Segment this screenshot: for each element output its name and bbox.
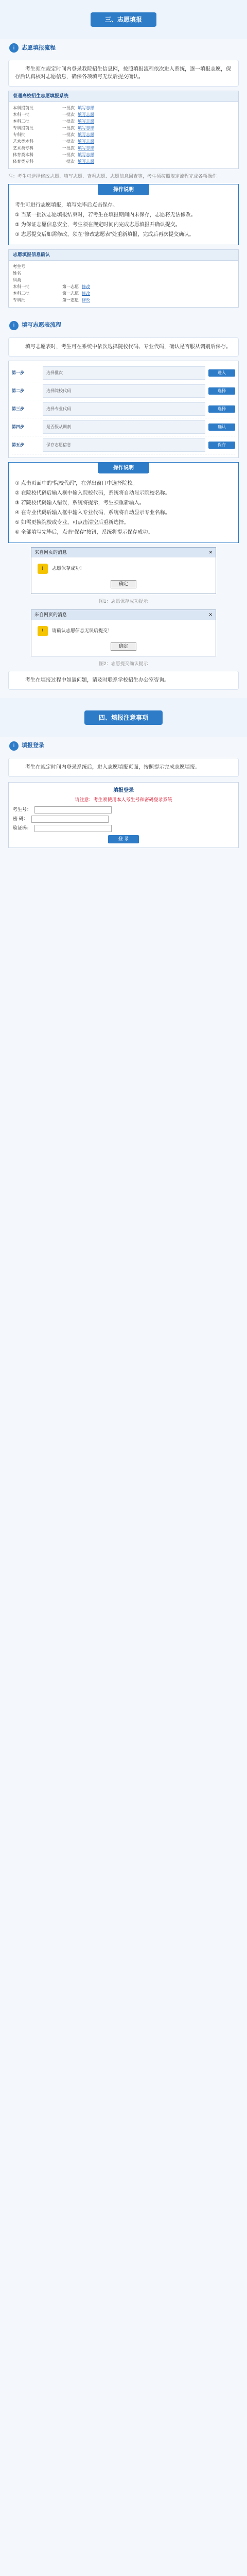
step-button[interactable]: 保存 (208, 442, 235, 449)
row-link[interactable]: 填写志愿 (78, 139, 94, 144)
op-item: ① 当某一批次志愿填报结束时，若考生在填报期间内未保存，志愿将无法修改。 (15, 212, 196, 218)
step-button[interactable]: 确认 (208, 423, 235, 431)
warning-icon: ! (38, 564, 48, 574)
step-row: 第一步 选择批次 进入 (12, 364, 235, 382)
close-icon[interactable]: ✕ (208, 612, 213, 617)
op-box-2: 操作说明 ① 点击页面中的“院校代码”，在弹出窗口中选择院校。 ② 在院校代码后输入框中输入院校代码，系统将自动显示院校名称。 ③ 若院校代码输入错误，系统将提示，考生须重新输入。 ④ 在专业代码后输入框中输入专业代码，系统将自动显示专业名称。 ⑤ 如需更换院校或专业，可点击清空后重新选择。 ⑥ 全部填写完毕后，点击“保存”按钮，系统将提示保存成功。 (8, 462, 239, 543)
login-panel: 填报登录 请注意：考生须使用本人考生号和密码登录系统 考生号： 密 码： 验证码： 登 录 (8, 782, 239, 849)
intro-card: 考生须在规定时间内登录我院招生信息网，按照填报流程依次进入系统，逐一填报志愿，保存后认真核对志愿信息，确保各项填写无误后提交确认。 (8, 60, 239, 87)
form-row: 专科批 第一志愿 修改 (13, 298, 90, 302)
op-item: 考生可进行志愿填报，填写完毕后点击保存。 (15, 202, 118, 208)
section-title-4: 四、填报注意事项 (84, 710, 163, 725)
subhead-flow: i 志愿填报流程 (0, 39, 247, 57)
subhead-login: i 填报登录 (0, 737, 247, 755)
dialog-save: 来自网页的消息 ✕ ! 志愿保存成功！ 确定 (31, 547, 216, 595)
tip-card: 考生在填报过程中如遇问题，请及时联系学校招生办公室咨询。 (8, 671, 239, 690)
step-grid (8, 361, 239, 458)
form-row: 姓名 (13, 271, 21, 276)
row-link[interactable]: 修改 (82, 291, 90, 296)
form-row: 专科批 一批次 填写志愿 (13, 132, 94, 137)
section-banner (0, 698, 247, 737)
close-icon[interactable]: ✕ (208, 549, 213, 555)
page: 三、志愿填报 i 志愿填报流程 考生须在规定时间内登录我院招生信息网，按照填报流程依次进入系统，逐一填报志愿，保存后认真核对志愿信息，确保各项填写无误后提交确认。 普通高校招生志愿填报系统 本科提前批 一批次 填写志愿 本科一批 一批次 填写志愿 本科二批 一批次 填写志愿 专科提前批 一批次 填写志愿 专科批 一批次 填写志愿 艺术类本科 一批次 填写志愿 艺术类专科 一批次 填写志愿 体育类本科 一批次 填写志愿 体育类专科 一批次 填写志愿 注：考生可选择修改志愿、填写志愿、查看志愿、志愿信息回查等，考生须按照规定流程完成各项操作。 操作说明 考生可进行志愿填报，填写完毕后点击保存。 ① 当某一批次志愿填报结束时，若考生在填报期间内未保存，志愿将无法修改。 ② 为保证志愿信息安全，考生须在规定时间内完成志愿填报并确认提交。 ③ 志愿提交后如需修改，须在“修改志愿表”处重新填报，完成后再次提交确认。 志愿填报信息确认 考生号 姓名 科类 本科一批 第一志愿 修改 本科二批 第一志愿 修改 专科批 第一志愿 修改 i 填写志愿表流程 填写志愿表时，考生可在系统中依次选择院校代码、专业代码，确认是否服从调剂后保存。 第一步 选择批次 进入 第二步 选择院校代码 选择 第三步 选择专业代码 选择 第四步 是否服从调剂 确认 第五步 保存志愿信息 保存 操作说明 ① 点击页面中的“院校代码”，在弹出窗口中选择院校。 ② 在院校代码后输入框中输入院校代码，系统将自动显示院校名称。 ③ 若院校代码输入错误，系统将提示，考生须重新输入。 ④ 在专业代码后输入框中输入专业代码，系统将自动显示专业名称。 ⑤ 如需更换院校或专业，可点击清空后重新选择。 ⑥ 全部填写完毕后，点击“保存”按钮，系统将提示保存成功。 来自网页的消息 ✕ ! 志愿保存成功！ 确定 图1：志愿保存成功提示 来自网页的消息 ✕ ! 请确认志愿信息无误后提交！ 确定 图2：志愿提交确认提示 考生在填报过程中如遇问题，请及时联系学校招生办公室咨询。 四、填报注意事项 i 填报登录 考生在规定时间内登录系统后，进入志愿填报页面，按照提示完成志愿填报。 填报登录 请注意：考生须使用本人考生号和密码登录系统 考生号： 密 码： 验证码： 登 录 (0, 0, 247, 858)
row-link[interactable]: 填写志愿 (78, 152, 94, 157)
op-item: ② 为保证志愿信息安全，考生须在规定时间内完成志愿填报并确认提交。 (15, 222, 181, 228)
row-link[interactable]: 填写志愿 (78, 159, 94, 164)
form-row: 考生号 (13, 264, 25, 269)
row-link[interactable]: 填写志愿 (78, 112, 94, 117)
form-row: 艺术类本科 一批次 填写志愿 (13, 139, 94, 144)
form-row: 科类 (13, 278, 21, 282)
row-link[interactable]: 填写志愿 (78, 119, 94, 124)
ok-button[interactable]: 确定 (111, 580, 136, 588)
step-button[interactable]: 选择 (208, 387, 235, 395)
op-item: ① 点击页面中的“院校代码”，在弹出窗口中选择院校。 (15, 480, 138, 486)
form-row: 体育类专科 一批次 填写志愿 (13, 159, 94, 164)
form-row: 本科二批 一批次 填写志愿 (13, 119, 94, 124)
form-row: 本科一批 一批次 填写志愿 (13, 112, 94, 117)
screenshot-confirm: 志愿填报信息确认 考生号 姓名 科类 本科一批 第一志愿 修改 本科二批 第一志愿 修改 专科批 第一志愿 修改 (8, 249, 239, 308)
step-button[interactable]: 进入 (208, 369, 235, 377)
op-item: ⑤ 如需更换院校或专业，可点击清空后重新选择。 (15, 519, 129, 526)
form-row: 专科提前批 一批次 填写志愿 (13, 126, 94, 130)
row-link[interactable]: 修改 (82, 284, 90, 289)
section-title-3: 三、志愿填报 (91, 12, 156, 27)
op-item: ③ 志愿提交后如需修改，须在“修改志愿表”处重新填报，完成后再次提交确认。 (15, 232, 195, 238)
op-item: ⑥ 全部填写完毕后，点击“保存”按钮，系统将提示保存成功。 (15, 529, 153, 535)
row-link[interactable]: 修改 (82, 298, 90, 302)
step-button[interactable]: 选择 (208, 405, 235, 413)
login-intro: 考生在规定时间内登录系统后，进入志愿填报页面，按照提示完成志愿填报。 (8, 758, 239, 777)
ok-button[interactable]: 确定 (111, 642, 136, 651)
row-link[interactable]: 填写志愿 (78, 106, 94, 110)
step-row: 第四步 是否服从调剂 确认 (12, 418, 235, 436)
op-item: ④ 在专业代码后输入框中输入专业代码，系统将自动显示专业名称。 (15, 510, 170, 516)
warning-icon: ! (38, 626, 48, 636)
form-row: 艺术类专科 一批次 填写志愿 (13, 146, 94, 150)
captcha-input[interactable] (34, 825, 112, 832)
step-row: 第二步 选择院校代码 选择 (12, 382, 235, 400)
form-row: 本科二批 第一志愿 修改 (13, 291, 90, 296)
form-card: 填写志愿表时，考生可在系统中依次选择院校代码、专业代码，确认是否服从调剂后保存。 (8, 337, 239, 357)
subhead-form: i 填写志愿表流程 (0, 317, 247, 334)
step-row: 第三步 选择专业代码 选择 (12, 400, 235, 418)
dialog-submit: 来自网页的消息 ✕ ! 请确认志愿信息无误后提交！ 确定 (31, 609, 216, 657)
form-row: 体育类本科 一批次 填写志愿 (13, 152, 94, 157)
info-icon: i (9, 321, 19, 330)
password-input[interactable] (31, 816, 109, 823)
login-button[interactable]: 登 录 (108, 835, 139, 843)
row-link[interactable]: 填写志愿 (78, 146, 94, 150)
step-row: 第五步 保存志愿信息 保存 (12, 436, 235, 454)
row-link[interactable]: 填写志愿 (78, 132, 94, 137)
op-box-1: 操作说明 考生可进行志愿填报，填写完毕后点击保存。 ① 当某一批次志愿填报结束时，若考生在填报期间内未保存，志愿将无法修改。 ② 为保证志愿信息安全，考生须在规定时间内完成志愿填报并确认提交。 ③ 志愿提交后如需修改，须在“修改志愿表”处重新填报，完成后再次提交确认。 (8, 184, 239, 245)
op-item: ③ 若院校代码输入错误，系统将提示，考生须重新输入。 (15, 500, 145, 506)
row-link[interactable]: 填写志愿 (78, 126, 94, 130)
section-banner (0, 0, 247, 39)
info-icon: i (9, 43, 19, 53)
screenshot-batch-list: 普通高校招生志愿填报系统 本科提前批 一批次 填写志愿 本科一批 一批次 填写志愿 本科二批 一批次 填写志愿 专科提前批 一批次 填写志愿 专科批 一批次 填写志愿 艺术类本科 一批次 填写志愿 艺术类专科 一批次 填写志愿 体育类本科 一批次 填写志愿 体育类专科 一批次 填写志愿 (8, 91, 239, 169)
username-input[interactable] (34, 806, 112, 814)
info-icon: i (9, 741, 19, 751)
op-item: ② 在院校代码后输入框中输入院校代码，系统将自动显示院校名称。 (15, 490, 170, 496)
form-row: 本科一批 第一志愿 修改 (13, 284, 90, 289)
form-row: 本科提前批 一批次 填写志愿 (13, 106, 94, 110)
